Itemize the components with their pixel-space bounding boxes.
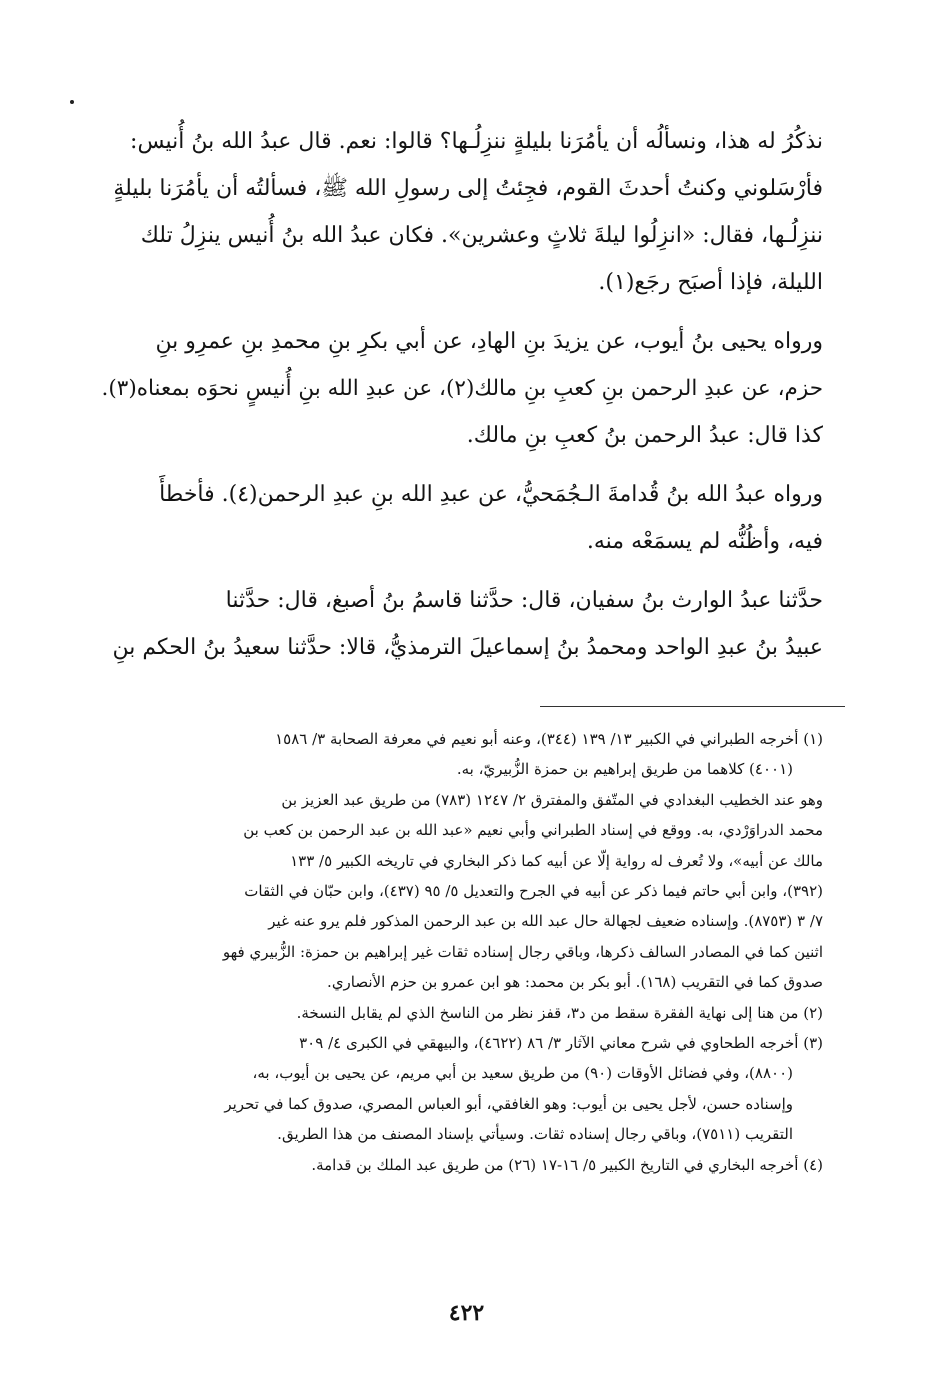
- footnote-separator-rule: [540, 706, 845, 707]
- main-text-line: كذا قال: عبدُ الرحمن بنُ كعبِ بنِ مالك.: [466, 423, 823, 448]
- footnote-line: مالك عن أبيه»، ولا تُعرف له رواية إلّا عن أبيه كما ذكر البخاري في تاريخه الكبير ٥/ ١٣٣: [290, 851, 823, 870]
- footnote-line: (٤) أخرجه البخاري في التاريخ الكبير ٥/ ١٦-١٧ (٢٦) من طريق عبد الملك بن قدامة.: [311, 1155, 823, 1174]
- footnote-line: (٢) من هنا إلى نهاية الفقرة سقط من د٣، قفز نظر من الناسخ الذي لم يقابل النسخة.: [296, 1003, 823, 1022]
- main-text-line: حزم، عن عبدِ الرحمن بنِ كعبِ بنِ مالك(٢)، عن عبدِ الله بنِ أُنيسٍ نحوَه بمعناه(٣).: [101, 376, 823, 401]
- main-paragraph: [88, 318, 823, 459]
- footnote-3: [88, 1028, 823, 1150]
- footnote-line: محمد الدراوَرْدي، به. ووقع في إسناد الطبراني وأبي نعيم «عبد الله بن عبد الرحمن بن كعب بن: [243, 821, 823, 840]
- footnotes-section: [88, 724, 823, 1180]
- footnote-line: صدوق كما في التقريب (١٦٨). أبو بكر بن محمد: هو ابن عمرو بن حزم الأنصاري.: [327, 973, 823, 992]
- main-text-line: ورواه عبدُ الله بنُ قُدامةَ الـجُمَحيُّ، عن عبدِ الله بنِ عبدِ الرحمن(٤). فأخطأَ: [159, 482, 823, 507]
- footnote-line: (١) أخرجه الطبراني في الكبير ١٣/ ١٣٩ (٣٤٤)، وعنه أبو نعيم في معرفة الصحابة ٣/ ١٥٨٦: [275, 730, 823, 748]
- footnote-line: وإسناده حسن، لأجل يحيى بن أيوب: وهو الغافقي، أبو العباس المصري، صدوق كما في تحرير: [224, 1094, 793, 1113]
- footnote-line: وهو عند الخطيب البغدادي في المتّفق والمفترق ٢/ ١٢٤٧ (٧٨٣) من طريق عبد العزيز بن: [281, 790, 823, 809]
- main-text-line: عبيدُ بنُ عبدِ الواحد ومحمدُ بنُ إسماعيلَ الترمذيُّ، قالا: حدَّثنا سعيدُ بنُ الحكم بنِ: [112, 635, 823, 660]
- main-text-line: فأرْسَلوني وكنتُ أحدثَ القوم، فجِئتُ إلى رسولِ الله ﷺ، فسألتُه أن يأمُرَنا بليلةٍ: [113, 176, 823, 201]
- footnote-2: [88, 998, 823, 1028]
- main-paragraph: [88, 118, 823, 306]
- footnote-line: ٧/ ٣ (٨٧٥٣). وإسناده ضعيف لجهالة حال عبد الله بن عبد الرحمن المذكور فلم يرو عنه غير: [268, 912, 823, 931]
- main-text-line: نذكُرُ له هذا، ونسألُه أن يأمُرَنا بليلةٍ ننزِلُـها؟ قالوا: نعم. قال عبدُ الله بنُ أُنيس:: [130, 129, 823, 154]
- main-text-line: الليلة، فإذا أصبَح رجَع(١).: [598, 270, 823, 295]
- footnote-line: (٣٩٢)، وابن أبي حاتم فيما ذكر عن أبيه في الجرح والتعديل ٥/ ٩٥ (٤٣٧)، وابن حبّان في الثقات: [244, 882, 823, 901]
- footnote-line: (٨٨٠٠)، وفي فضائل الأوقات (٩٠) من طريق سعيد بن أبي مريم، عن يحيى بن أيوب، به،: [252, 1064, 793, 1083]
- main-text-line: ورواه يحيى بنُ أيوب، عن يزيدَ بنِ الهادِ، عن أبي بكرِ بنِ محمدِ بنِ عمرِو بنِ: [155, 329, 823, 354]
- main-paragraph: [88, 471, 823, 565]
- footnote-line: التقريب (٧٥١١)، وباقي رجال إسناده ثقات. وسيأتي بإسناد المصنف من هذا الطريق.: [277, 1125, 793, 1144]
- main-text-line: فيه، وأظُنُّه لم يسمَعْه منه.: [586, 529, 823, 554]
- main-text-body: [88, 118, 823, 683]
- page-number: ٤٢٢: [448, 1300, 485, 1326]
- main-text-line: ننزِلُـها، فقال: «انزِلُوا ليلةَ ثلاثٍ وعشرين». فكان عبدُ الله بنُ أُنيس ينزِلُ تلك: [140, 223, 823, 248]
- footnote-line: اثنين كما في المصادر السالف ذكرها، وباقي رجال إسناده ثقات غير إبراهيم بن حمزة: الزُّبيري فهو: [222, 942, 823, 961]
- footnote-line: (٤٠٠١) كلاهما من طريق إبراهيم بن حمزة الزُّبيريّ، به.: [456, 760, 793, 779]
- stray-dot-mark: [70, 100, 74, 104]
- footnote-1: [88, 724, 823, 998]
- main-text-line: حدَّثنا عبدُ الوارث بنُ سفيان، قال: حدَّثنا قاسمُ بنُ أصبغ، قال: حدَّثنا: [225, 588, 823, 613]
- footnote-line: (٣) أخرجه الطحاوي في شرح معاني الآثار ٣/ ٨٦ (٤٦٢٢)، والبيهقي في الكبرى ٤/ ٣٠٩: [299, 1034, 823, 1053]
- footnote-4: [88, 1150, 823, 1180]
- main-paragraph: [88, 577, 823, 671]
